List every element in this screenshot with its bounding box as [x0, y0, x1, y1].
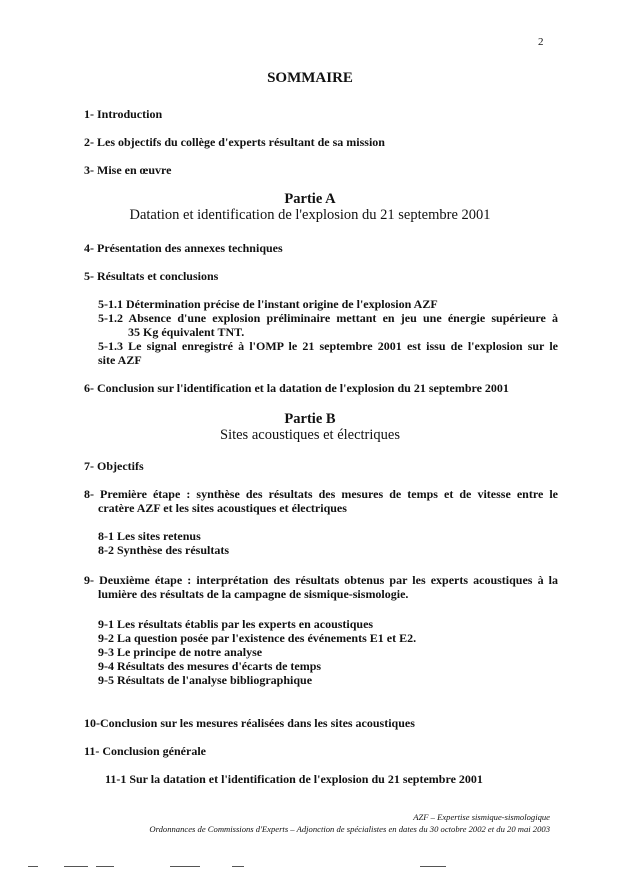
toc-item-9-cont: lumière des résultats de la campagne de sismique-sismologie.: [98, 587, 409, 601]
toc-item-1: 1- Introduction: [84, 107, 163, 121]
scan-artifact: [28, 866, 38, 867]
toc-item-5-1-2: 5-1.2 Absence d'une explosion préliminaire mettant en jeu une énergie supérieure à: [98, 311, 558, 325]
toc-item-5-1-3-cont: site AZF: [98, 353, 142, 367]
toc-item-8-cont: cratère AZF et les sites acoustiques et électriques: [98, 501, 347, 515]
part-b-heading: Partie B: [284, 411, 336, 427]
toc-item-8-1: 8-1 Les sites retenus: [98, 529, 201, 543]
toc-item-11-1: 11-1 Sur la datation et l'identification de l'explosion du 21 septembre 2001: [105, 772, 483, 786]
toc-item-5: 5- Résultats et conclusions: [84, 269, 219, 283]
toc-item-9: 9- Deuxième étape : interprétation des résultats obtenus par les experts acoustiques à la: [84, 573, 558, 587]
toc-item-7: 7- Objectifs: [84, 459, 144, 473]
part-a-subtitle: Datation et identification de l'explosion du 21 septembre 2001: [129, 207, 491, 223]
scan-artifact: [64, 866, 88, 867]
scan-artifact: [232, 866, 244, 867]
page-number: 2: [538, 36, 544, 48]
toc-item-5-1-2-cont: 35 Kg équivalent TNT.: [128, 325, 245, 339]
footer-line-1: AZF – Expertise sismique-sismologique: [413, 812, 550, 822]
toc-item-4: 4- Présentation des annexes techniques: [84, 241, 283, 255]
toc-item-2: 2- Les objectifs du collège d'experts résultant de sa mission: [84, 135, 385, 149]
toc-item-8: 8- Première étape : synthèse des résultats des mesures de temps et de vitesse entre le: [84, 487, 558, 501]
scan-artifact: [96, 866, 114, 867]
toc-item-5-1-3: 5-1.3 Le signal enregistré à l'OMP le 21 septembre 2001 est issu de l'explosion sur le: [98, 339, 558, 353]
toc-item-11: 11- Conclusion générale: [84, 744, 206, 758]
toc-item-10: 10-Conclusion sur les mesures réalisées dans les sites acoustiques: [84, 716, 415, 730]
toc-item-8-2: 8-2 Synthèse des résultats: [98, 543, 229, 557]
page-title: SOMMAIRE: [267, 70, 353, 86]
scan-artifact: [170, 866, 200, 867]
toc-item-9-5: 9-5 Résultats de l'analyse bibliographique: [98, 673, 313, 687]
toc-item-9-2: 9-2 La question posée par l'existence des événements E1 et E2.: [98, 631, 417, 645]
toc-item-9-1: 9-1 Les résultats établis par les experts en acoustiques: [98, 617, 374, 631]
part-b-subtitle: Sites acoustiques et électriques: [220, 427, 400, 443]
toc-item-5-1-1: 5-1.1 Détermination précise de l'instant origine de l'explosion AZF: [98, 297, 438, 311]
toc-item-6: 6- Conclusion sur l'identification et la datation de l'explosion du 21 septembre 2001: [84, 381, 509, 395]
toc-item-9-4: 9-4 Résultats des mesures d'écarts de temps: [98, 659, 322, 673]
part-a-heading: Partie A: [284, 191, 336, 207]
footer-line-2: Ordonnances de Commissions d'Experts – Adjonction de spécialistes en dates du 30 octobre 2002 et du 20 mai 2003: [149, 824, 550, 834]
toc-item-9-3: 9-3 Le principe de notre analyse: [98, 645, 263, 659]
scan-artifact: [420, 866, 446, 867]
toc-item-3: 3- Mise en œuvre: [84, 163, 172, 177]
